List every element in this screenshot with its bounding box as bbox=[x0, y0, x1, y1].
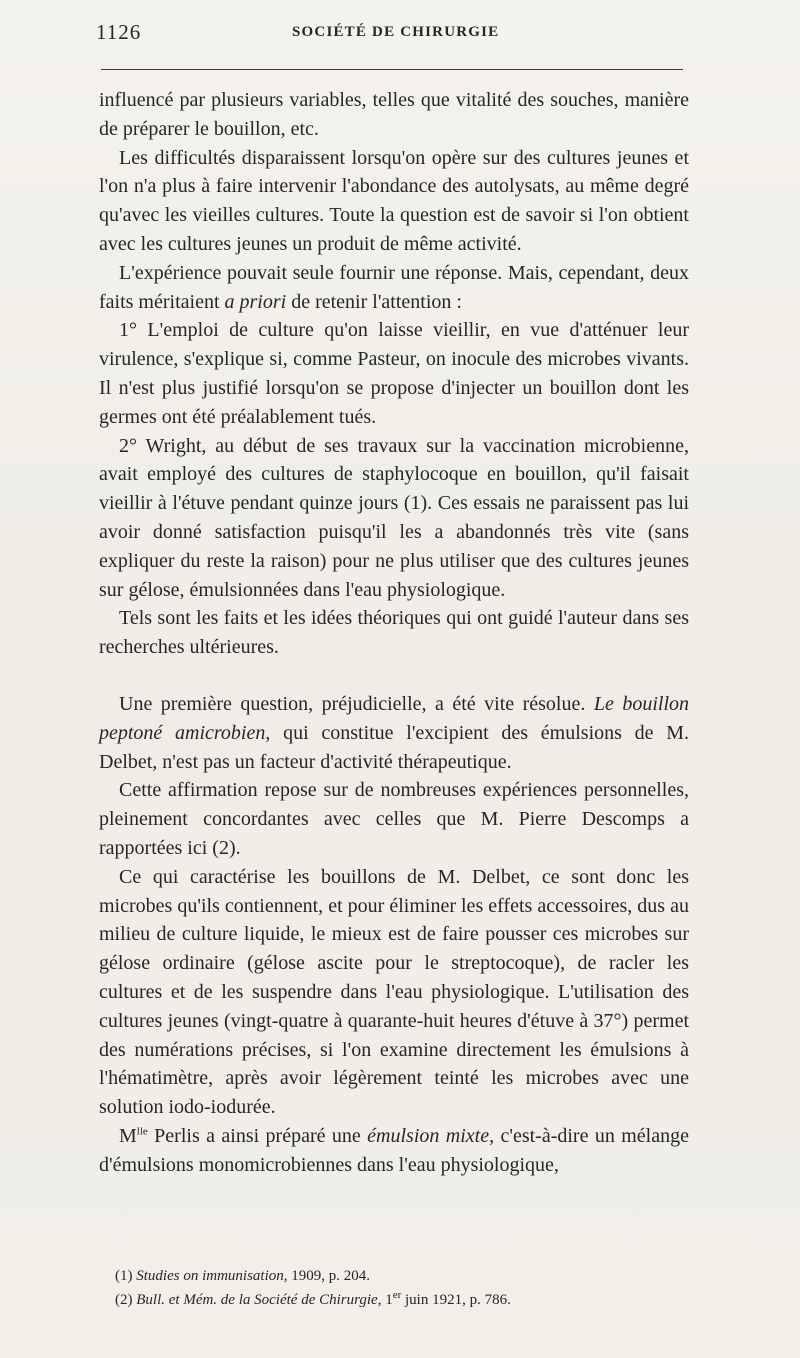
list-item-1: 1° L'emploi de culture qu'on laisse vieillir, en vue d'atténuer leur virulence, s'explique si, comme Pasteur, on inocule des microbes vivants. Il n'est plus justifié lorsqu'on se propose d'injecter un bouillon dont les germes ont été préalablement tués. bbox=[99, 319, 689, 428]
paragraph: Les difficultés disparaissent lorsqu'on opère sur des cultures jeunes et l'on n'a plus à faire intervenir l'abondance des autolysats, au même degré qu'avec les vieilles cultures. Toute la question est de savoir si l'on obtient avec les cultures jeunes un produit de même activité. bbox=[99, 146, 689, 255]
page-header bbox=[96, 20, 686, 56]
list-item-2: 2° Wright, au début de ses travaux sur la vaccination microbienne, avait employé des cultures de staphylocoque en bouillon, qu'il faisait vieillir à l'étuve pendant quinze jours (1). Ces essais ne paraissent pas lui avoir donné satisfaction puisqu'il les a abandonnés très vite (sans expliquer du reste la raison) pour ne plus utiliser que des cultures jeunes sur gélose, émulsionnées dans l'eau physiologique. bbox=[99, 434, 689, 601]
running-head: SOCIÉTÉ DE CHIRURGIE bbox=[292, 24, 500, 40]
text-run: Perlis a ainsi préparé une bbox=[147, 1124, 368, 1147]
italic-phrase: a priori bbox=[224, 290, 287, 313]
header-rule bbox=[101, 69, 683, 70]
body-text bbox=[99, 86, 689, 1179]
paragraph: Tels sont les faits et les idées théoriques qui ont guidé l'auteur dans ses recherches ultérieures. bbox=[99, 607, 689, 659]
footnote-2 bbox=[99, 1288, 689, 1312]
footnote-marker: (1) bbox=[115, 1268, 137, 1284]
text-run: , 1909, p. 204. bbox=[283, 1268, 371, 1284]
page-number: 1126 bbox=[96, 20, 142, 44]
text-run: M bbox=[119, 1124, 137, 1147]
text-run: , 1 bbox=[377, 1292, 393, 1308]
text-run: L'expérience pouvait seule fournir une réponse. Mais, cependant, deux faits méritaient bbox=[99, 261, 689, 313]
superscript: lle bbox=[136, 1125, 148, 1138]
paragraph: Ce qui caractérise les bouillons de M. Delbet, ce sont donc les microbes qu'ils contiennent, et pour éliminer les effets accessoires, dus au milieu de culture liquide, le mieux est de faire pousser ces microbes sur gélose ordinaire (gélose ascite pour le streptocoque), de racler les cultures et de les suspendre dans l'eau physiologique. L'utilisation des cultures jeunes (vingt-quatre à quarante-huit heures d'étuve à 37°) permet des numérations précises, si l'on examine directement les émulsions à l'hématimètre, après avoir légèrement teinté les microbes avec une solution iodo-iodurée. bbox=[99, 865, 689, 1119]
paragraph bbox=[99, 1122, 689, 1180]
paragraph-section-start bbox=[99, 690, 689, 776]
paragraph bbox=[99, 259, 689, 317]
footnote-1 bbox=[99, 1264, 689, 1288]
paragraph: Cette affirmation repose sur de nombreuses expériences personnelles, pleinement concordantes avec celles que M. Pierre Descomps a rapportées ici (2). bbox=[99, 779, 689, 859]
italic-phrase: Le bouillon peptoné amicrobien bbox=[99, 692, 690, 744]
text-run: de retenir l'attention : bbox=[286, 290, 462, 313]
paragraph-continuation: influencé par plusieurs variables, telles que vitalité des souches, manière de préparer le bouillon, etc. bbox=[99, 89, 689, 140]
superscript: er bbox=[392, 1289, 402, 1301]
footnote-marker: (2) bbox=[115, 1292, 137, 1308]
text-run: Une première question, préjudicielle, a été vite résolue. bbox=[119, 692, 594, 715]
text-run: , qui constitue l'excipient des émulsions de M. Delbet, n'est pas un facteur d'activité thérapeutique. bbox=[99, 721, 689, 773]
text-run: juin 1921, p. 786. bbox=[401, 1292, 511, 1308]
text-run: , c'est-à-dire un mélange d'émulsions monomicrobiennes dans l'eau physiologique, bbox=[99, 1124, 689, 1176]
italic-phrase: émulsion mixte bbox=[367, 1124, 490, 1147]
footnote-title: Bull. et Mém. de la Société de Chirurgie bbox=[136, 1292, 378, 1308]
footnote-title: Studies on immunisation bbox=[136, 1268, 284, 1284]
footnotes bbox=[99, 1264, 689, 1312]
